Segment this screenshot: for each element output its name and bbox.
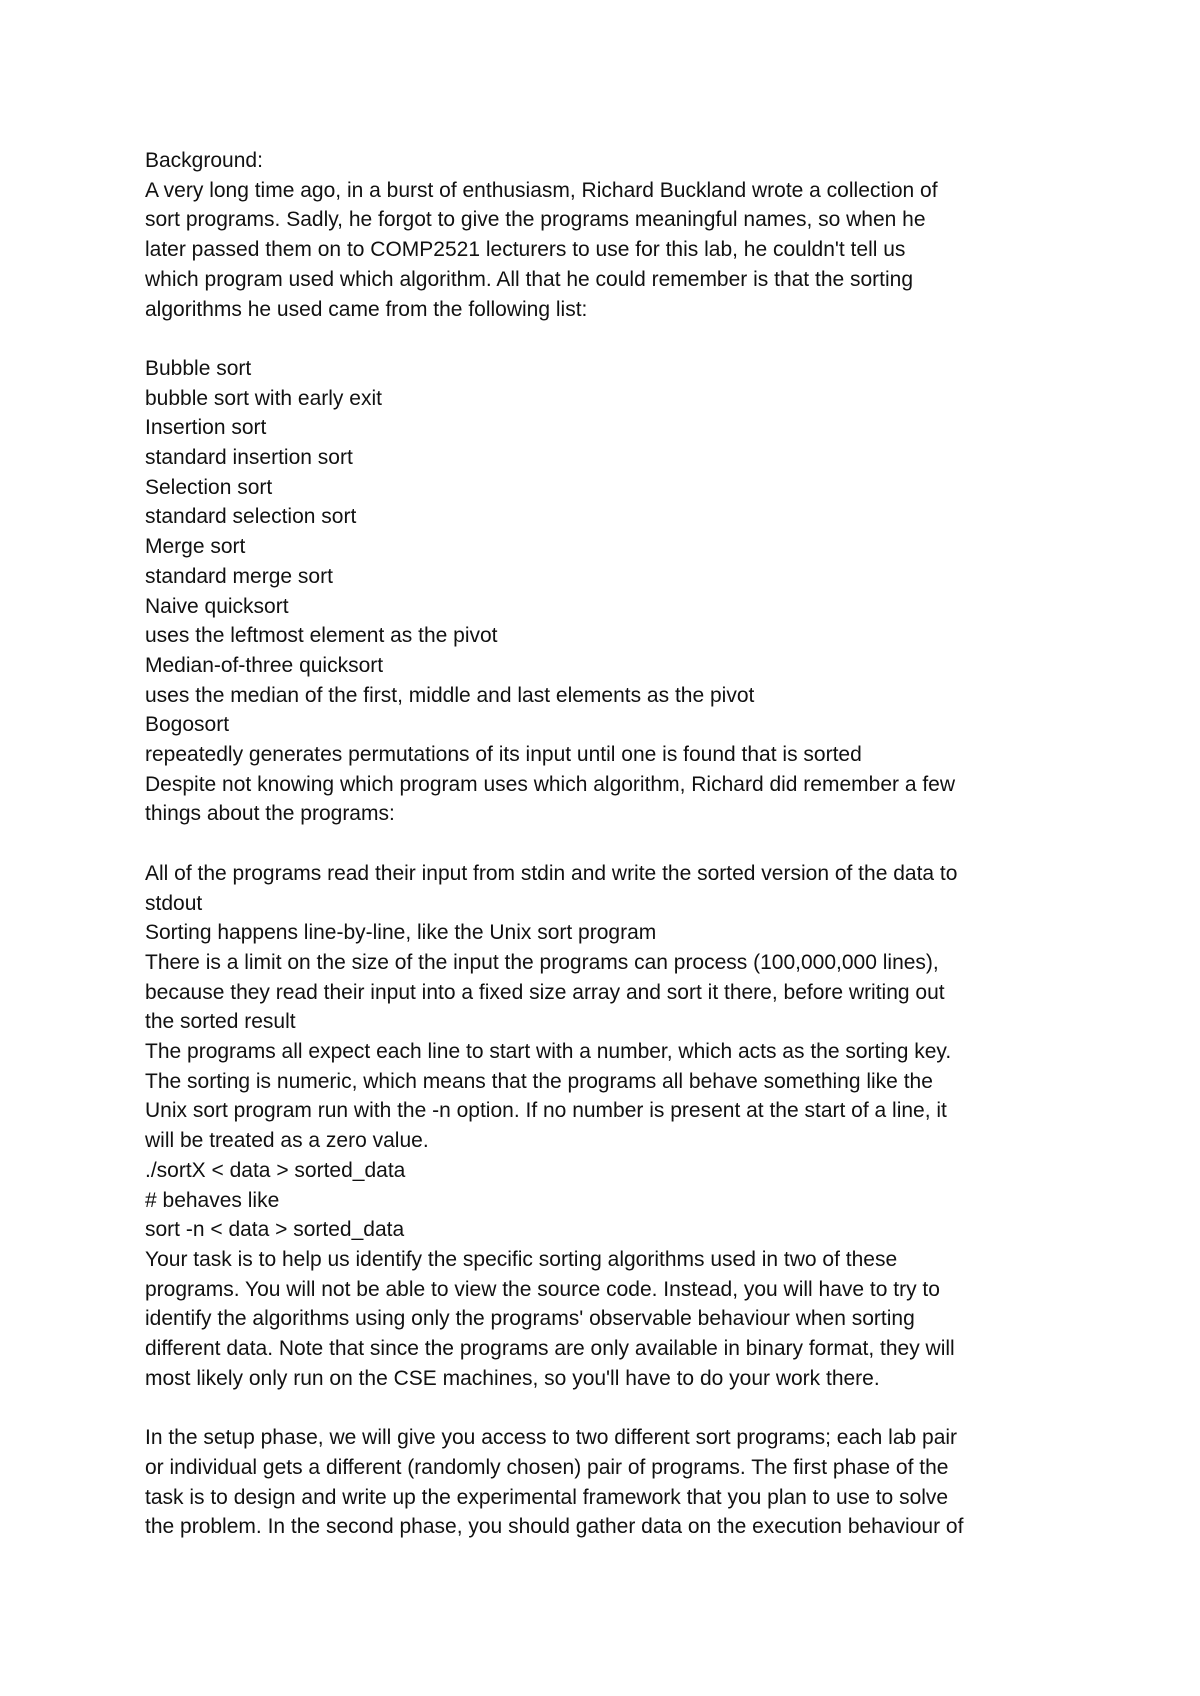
intro-line: algorithms he used came from the following list:: [145, 297, 588, 321]
algorithm-name: Bubble sort: [145, 356, 252, 380]
document-page: [145, 146, 1085, 1542]
fact-line: stdout: [145, 891, 203, 915]
task-line: programs. You will not be able to view the source code. Instead, you will have to try to: [145, 1277, 940, 1301]
background-heading: Background:: [145, 149, 263, 172]
fact-line: because they read their input into a fixed size array and sort it there, before writing out: [145, 980, 945, 1004]
setup-line: task is to design and write up the experimental framework that you plan to use to solve: [145, 1485, 949, 1509]
fact-line: The programs all expect each line to start with a number, which acts as the sorting key.: [145, 1040, 952, 1064]
facts-list: [145, 859, 1085, 1156]
task-line: different data. Note that since the programs are only available in binary format, they will: [145, 1337, 955, 1361]
code-line: ./sortX < data > sorted_data: [145, 1158, 406, 1182]
algorithm-description: uses the median of the first, middle and last elements as the pivot: [145, 683, 755, 707]
fact-line: the sorted result: [145, 1010, 296, 1034]
intro-paragraph: [145, 176, 1085, 325]
setup-line: In the setup phase, we will give you access to two different sort programs; each lab pair: [145, 1426, 958, 1450]
intro-line: A very long time ago, in a burst of enthusiasm, Richard Buckland wrote a collection of: [145, 178, 938, 202]
fact-line: The sorting is numeric, which means that the programs all behave something like the: [145, 1069, 933, 1093]
fact-line: All of the programs read their input from stdin and write the sorted version of the data to: [145, 861, 958, 885]
task-paragraph: [145, 1245, 1085, 1394]
task-line: Your task is to help us identify the specific sorting algorithms used in two of these: [145, 1247, 898, 1271]
algorithm-name: Naive quicksort: [145, 594, 289, 618]
setup-line: the problem. In the second phase, you should gather data on the execution behaviour of: [145, 1515, 964, 1539]
algorithm-description: standard selection sort: [145, 505, 357, 529]
algorithm-name: Median-of-three quicksort: [145, 653, 384, 677]
algorithm-name: Merge sort: [145, 535, 246, 559]
fact-line: Sorting happens line-by-line, like the Unix sort program: [145, 921, 657, 945]
fact-line: There is a limit on the size of the input the programs can process (100,000,000 lines),: [145, 950, 939, 974]
remember-paragraph: [145, 770, 1085, 829]
algorithm-name: Selection sort: [145, 475, 273, 499]
spacer: [145, 324, 1085, 354]
fact-line: Unix sort program run with the -n option. If no number is present at the start of a line, it: [145, 1099, 947, 1123]
algorithm-description: bubble sort with early exit: [145, 386, 382, 410]
algorithm-description: repeatedly generates permutations of its input until one is found that is sorted: [145, 743, 862, 767]
spacer: [145, 1394, 1085, 1424]
algorithm-description: standard insertion sort: [145, 446, 353, 470]
fact-line: will be treated as a zero value.: [145, 1129, 429, 1153]
remember-line: Despite not knowing which program uses which algorithm, Richard did remember a few: [145, 772, 956, 796]
task-line: identify the algorithms using only the programs' observable behaviour when sorting: [145, 1307, 915, 1331]
algorithm-description: standard merge sort: [145, 564, 333, 588]
remember-line: things about the programs:: [145, 802, 395, 826]
code-example: [145, 1156, 1085, 1245]
code-line: sort -n < data > sorted_data: [145, 1218, 405, 1242]
code-line: # behaves like: [145, 1188, 280, 1212]
algorithm-description: uses the leftmost element as the pivot: [145, 624, 498, 648]
algorithm-name: Bogosort: [145, 713, 230, 737]
setup-paragraph: [145, 1423, 1085, 1542]
task-line: most likely only run on the CSE machines, so you'll have to do your work there.: [145, 1366, 880, 1390]
spacer: [145, 829, 1085, 859]
intro-line: sort programs. Sadly, he forgot to give the programs meaningful names, so when he: [145, 208, 926, 232]
algorithm-name: Insertion sort: [145, 416, 267, 440]
algorithm-list: [145, 354, 1085, 770]
intro-line: which program used which algorithm. All that he could remember is that the sorting: [145, 267, 914, 291]
setup-line: or individual gets a different (randomly chosen) pair of programs. The first phase of the: [145, 1455, 949, 1479]
intro-line: later passed them on to COMP2521 lecturers to use for this lab, he couldn't tell us: [145, 238, 906, 262]
